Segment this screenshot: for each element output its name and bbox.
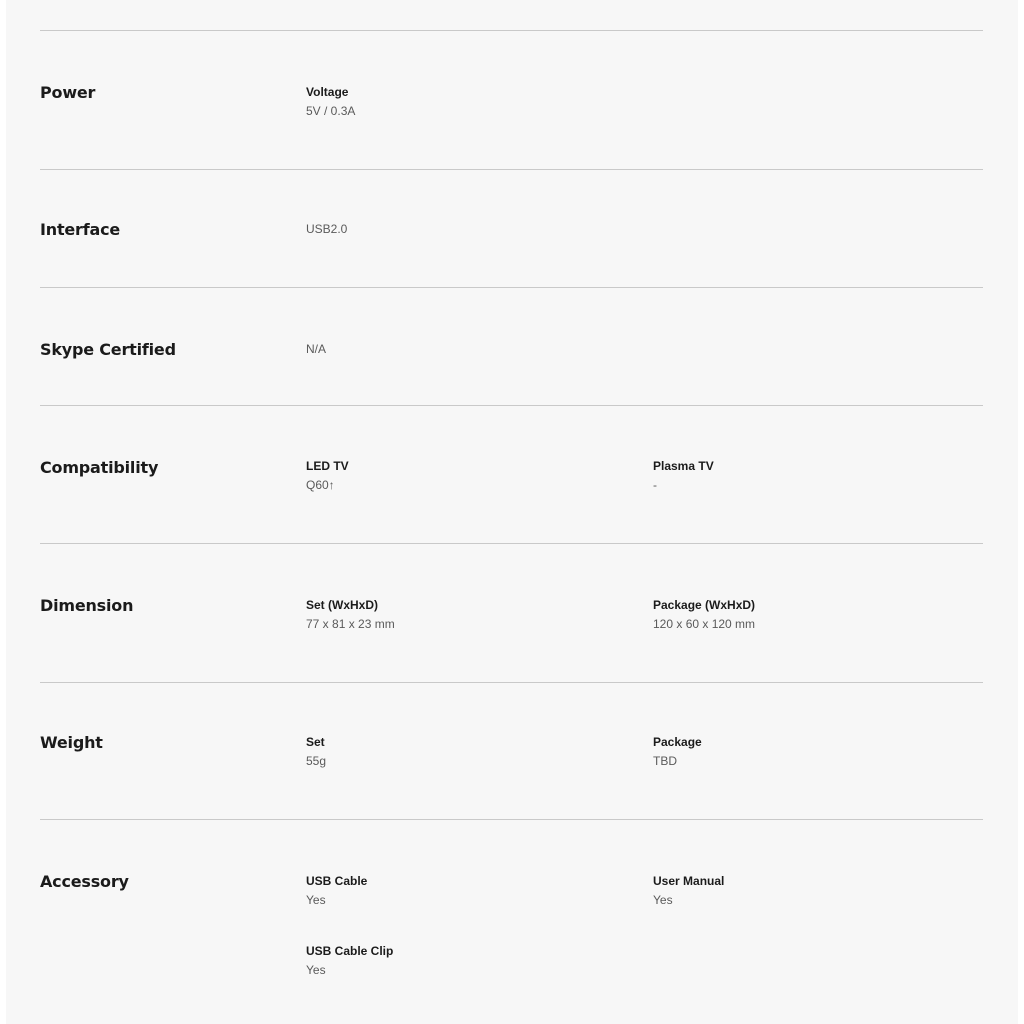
spec-title-dimension: Dimension: [40, 596, 134, 615]
spec-value: 55g: [306, 754, 327, 768]
spec-value: Yes: [306, 963, 326, 977]
spec-value: N/A: [306, 342, 327, 356]
spec-title-skype-certified: Skype Certified: [40, 340, 176, 359]
spec-package-weight: [653, 733, 702, 771]
spec-title-interface: Interface: [40, 220, 121, 239]
spec-value: USB2.0: [306, 222, 348, 236]
spec-package-dimension: [653, 596, 755, 634]
spec-voltage: [306, 83, 355, 121]
spec-value: Q60↑: [306, 478, 335, 492]
spec-label: Set: [306, 735, 325, 749]
spec-row-power: [40, 30, 983, 169]
spec-value: 77 x 81 x 23 mm: [306, 617, 395, 631]
spec-skype-certified: [306, 340, 326, 359]
spec-label: Package (WxHxD): [653, 598, 756, 612]
spec-page: [6, 0, 1018, 1024]
spec-row-skype-certified: [40, 287, 983, 405]
spec-label: LED TV: [306, 459, 349, 473]
spec-value: TBD: [653, 754, 677, 768]
spec-value: 5V / 0.3A: [306, 104, 356, 118]
spec-label: Package: [653, 735, 702, 749]
spec-label: USB Cable: [306, 874, 368, 888]
spec-set-dimension: [306, 596, 395, 634]
spec-label: User Manual: [653, 874, 725, 888]
spec-title-weight: Weight: [40, 733, 103, 752]
spec-label: Plasma TV: [653, 459, 714, 473]
spec-row-accessory: [40, 819, 983, 1022]
spec-user-manual: [653, 872, 724, 910]
specifications-list: [40, 30, 983, 1022]
spec-value: Yes: [653, 893, 673, 907]
spec-row-compatibility: [40, 405, 983, 543]
spec-row-interface: [40, 169, 983, 287]
spec-value: -: [653, 478, 657, 492]
spec-label: Set (WxHxD): [306, 598, 379, 612]
spec-set-weight: [306, 733, 326, 771]
spec-led-tv: [306, 457, 349, 495]
spec-usb-cable-clip: [306, 942, 393, 980]
spec-value: Yes: [306, 893, 326, 907]
spec-row-dimension: [40, 543, 983, 682]
spec-usb-cable: [306, 872, 367, 910]
spec-interface: [306, 220, 347, 239]
spec-label: USB Cable Clip: [306, 944, 394, 958]
spec-title-power: Power: [40, 83, 96, 102]
spec-value: 120 x 60 x 120 mm: [653, 617, 756, 631]
spec-title-accessory: Accessory: [40, 872, 129, 891]
spec-label: Voltage: [306, 85, 349, 99]
spec-title-compatibility: Compatibility: [40, 458, 159, 477]
spec-row-weight: [40, 682, 983, 819]
spec-plasma-tv: [653, 457, 714, 495]
